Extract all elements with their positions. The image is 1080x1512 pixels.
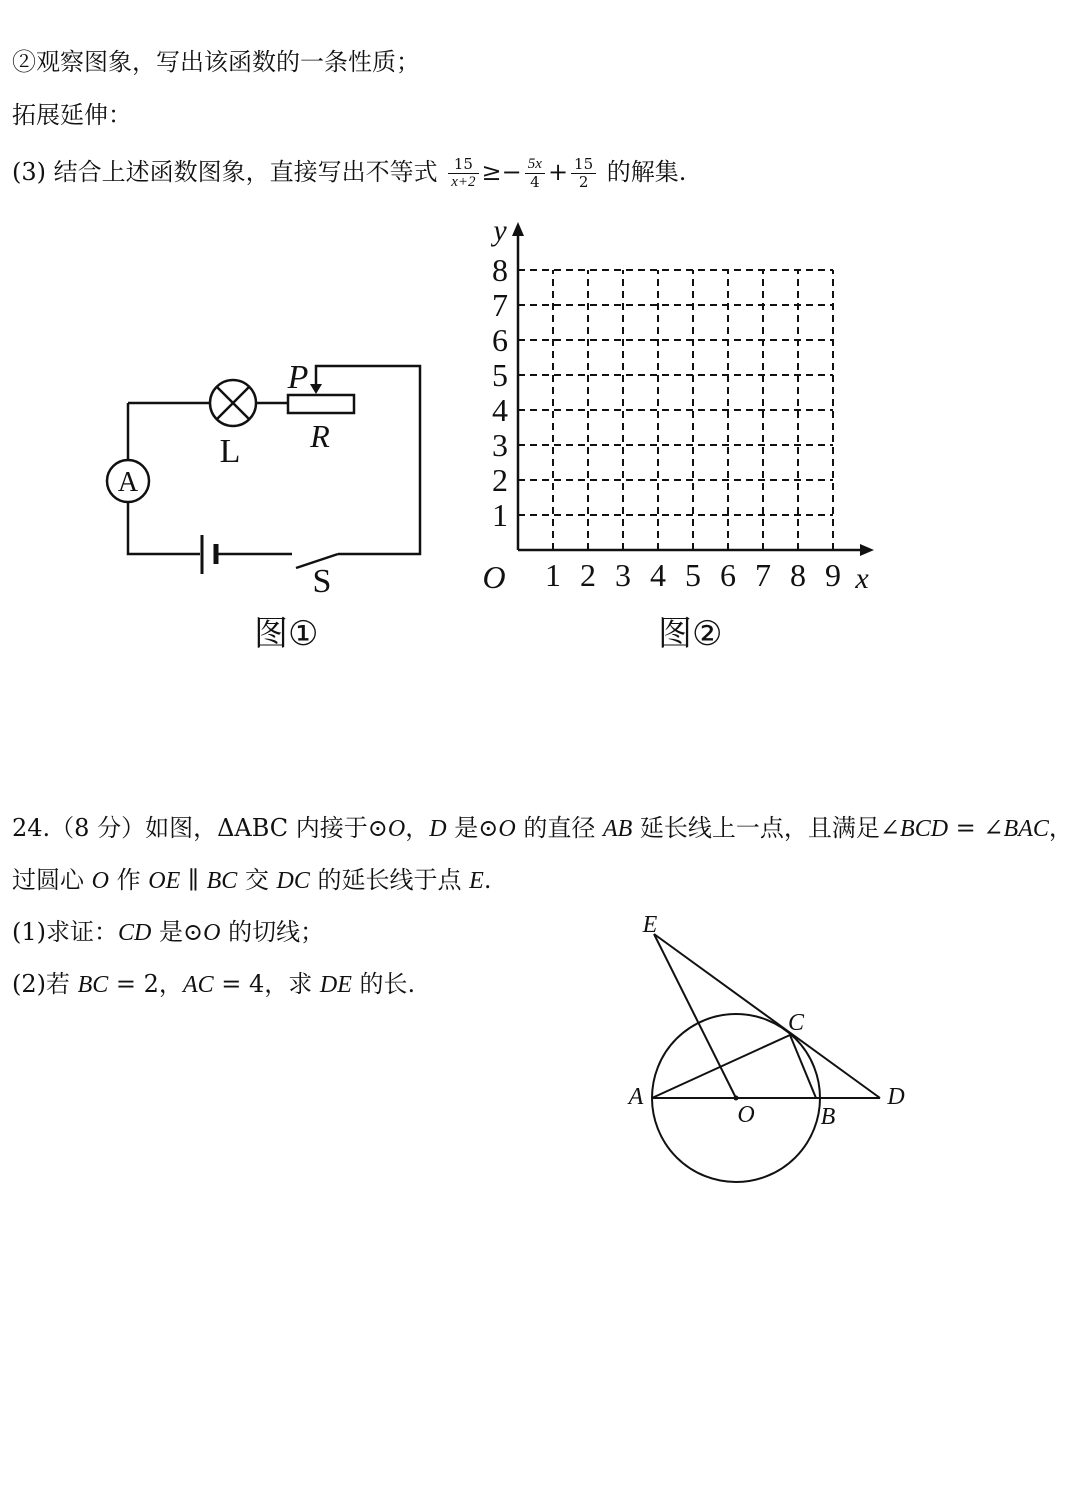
fraction-5x-over-4: [525, 156, 545, 191]
figure1-caption: 图①: [254, 614, 319, 654]
q24-part2-BC: BC: [77, 972, 109, 998]
x-tick-label: 3: [615, 557, 631, 593]
y-tick-label: 7: [492, 287, 508, 323]
label-L: L: [219, 433, 241, 470]
q24-part1-O: O: [203, 920, 221, 946]
label-D: D: [887, 1084, 905, 1110]
frac1-num: 15: [448, 156, 478, 174]
label-E: E: [642, 912, 658, 938]
y-axis-label: y: [493, 214, 507, 247]
y-tick-label: 3: [492, 427, 508, 463]
plus-sign: +: [547, 158, 569, 186]
y-axis-arrow-icon: [512, 222, 524, 236]
q24-part1-CD: CD: [118, 920, 152, 946]
label-C: C: [787, 1010, 805, 1036]
label-O: O: [737, 1102, 755, 1128]
y-tick-label: 6: [492, 322, 508, 358]
line-ED: [654, 934, 880, 1098]
q24-part2-c: = 4，求: [213, 970, 320, 998]
q24-line2-E: E: [469, 868, 484, 894]
y-tick-label: 2: [492, 462, 508, 498]
q24-line2-b: 作: [108, 866, 149, 894]
label-A: A: [628, 1084, 644, 1110]
line-EO: [654, 934, 736, 1098]
y-tick-label: 4: [492, 392, 508, 428]
circle-geometry-diagram: [610, 900, 930, 1200]
x-tick-label: 2: [580, 557, 596, 593]
q24-part2-a: (2)若: [12, 970, 78, 998]
frac2-den: 4: [530, 173, 540, 191]
q24-part1-b: 是⊙: [151, 918, 204, 946]
q24-line1-BCD: BCD: [900, 816, 949, 842]
left-wire-bottom: [128, 501, 200, 554]
x-tick-label: 7: [755, 557, 771, 593]
x-axis-label: x: [855, 562, 869, 595]
dashed-gridlines: [518, 270, 833, 550]
label-P: P: [287, 359, 309, 396]
q24-line1-BAC: BAC: [1003, 816, 1049, 842]
label-S: S: [312, 563, 332, 600]
extension-heading: 拓展延伸：: [12, 101, 132, 129]
q24-line2-e: 的延长线于点: [309, 866, 470, 894]
q24-part2-AC: AC: [182, 972, 214, 998]
x-axis-arrow-icon: [860, 544, 874, 556]
label-R: R: [310, 418, 330, 454]
fraction-15-over-2: [571, 156, 596, 191]
ge-minus-sign: ≥−: [481, 158, 522, 186]
q24-line1: [12, 812, 1073, 845]
q24-line2-OE: OE: [148, 868, 181, 894]
q24-line2-a: 过圆心: [12, 866, 92, 894]
circuit-diagram: [0, 340, 460, 600]
q24-part2-d: 的长.: [351, 970, 416, 998]
q24-line2-c: ∥: [180, 866, 207, 894]
q24-line1-f: = ∠: [948, 814, 1004, 842]
frac3-den: 2: [578, 173, 589, 191]
part3-prefix: (3) 结合上述函数图象，直接写出不等式: [12, 158, 438, 186]
center-dot: [734, 1096, 739, 1101]
q24-part2-DE: DE: [319, 972, 352, 998]
ammeter-label: A: [117, 467, 139, 498]
q24-line1-e: 延长线上一点，且满足∠: [632, 814, 901, 842]
q24-line2-O: O: [91, 868, 109, 894]
coordinate-grid: [470, 210, 890, 600]
q23-part2-text: ②观察图象，写出该函数的一条性质；: [12, 48, 420, 76]
q24-line1-g: ，: [1048, 814, 1073, 842]
q24-part1: [12, 916, 324, 949]
q24-part2-b: = 2，: [108, 970, 183, 998]
q24-line1-AB: AB: [602, 816, 633, 842]
q24-line1-D: D: [429, 816, 447, 842]
figure2-caption: 图②: [658, 614, 723, 654]
slider-arrow-icon: [310, 384, 322, 394]
q24-line2-f: .: [483, 866, 492, 894]
q24-line1-d: 的直径: [515, 814, 603, 842]
frac1-den: x+2: [451, 174, 476, 190]
x-tick-label: 1: [545, 557, 561, 593]
q24-line2-d: 交: [237, 866, 277, 894]
y-tick-labels: [492, 252, 508, 533]
line-BC: [790, 1035, 816, 1098]
q24-line1-c: 是⊙: [446, 814, 499, 842]
x-tick-label: 4: [650, 557, 666, 593]
q23-part3: [12, 156, 686, 191]
q24-line1-a: 24.（8 分）如图，ΔABC 内接于⊙: [12, 814, 388, 842]
label-B: B: [820, 1104, 836, 1130]
x-tick-label: 9: [825, 557, 841, 593]
frac3-num: 15: [571, 156, 596, 174]
y-tick-label: 8: [492, 252, 508, 288]
fraction-15-over-x-plus-2: [448, 156, 478, 191]
y-tick-label: 5: [492, 357, 508, 393]
q24-line1-O1: O: [387, 816, 406, 842]
part3-suffix: 的解集.: [606, 158, 687, 186]
x-tick-label: 5: [685, 557, 701, 593]
q24-part1-c: 的切线；: [220, 918, 325, 946]
x-tick-label: 8: [790, 557, 806, 593]
q24-line2: [12, 864, 491, 897]
x-tick-labels: [545, 557, 841, 593]
y-tick-label: 1: [492, 497, 508, 533]
q24-line2-BC: BC: [206, 868, 238, 894]
q24-line1-O2: O: [498, 816, 516, 842]
q24-line1-b: ，: [405, 814, 430, 842]
q24-line2-DC: DC: [276, 868, 310, 894]
x-tick-label: 6: [720, 557, 736, 593]
origin-label: O: [482, 559, 506, 595]
q24-part1-a: (1)求证：: [12, 918, 118, 946]
q24-part2: [12, 968, 415, 1001]
frac2-num: 5x: [525, 156, 545, 174]
rheostat-icon: [288, 395, 354, 413]
